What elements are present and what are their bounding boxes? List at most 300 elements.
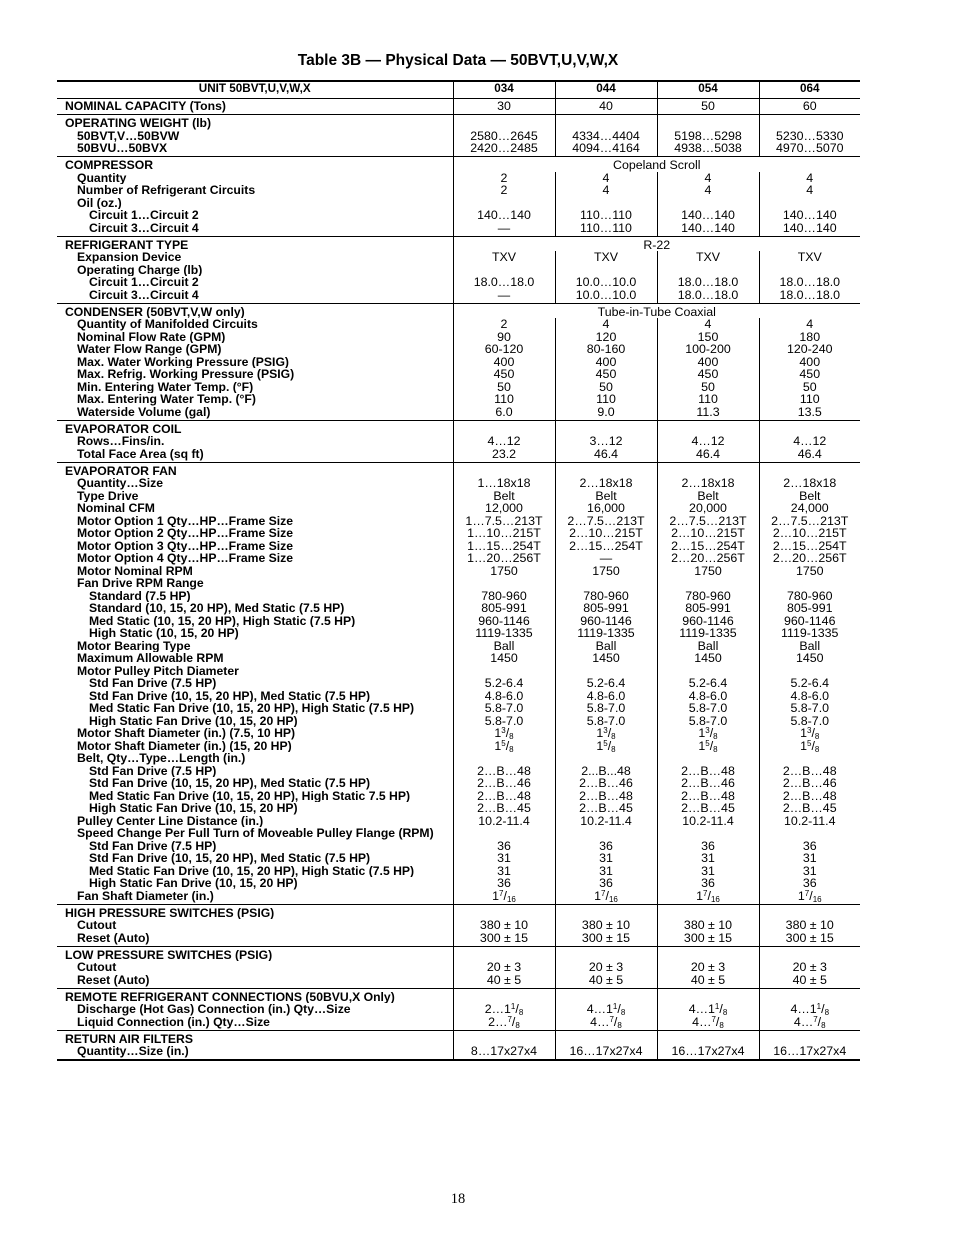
value-cell-044: [555, 115, 657, 130]
value-cell-064: 5.8-7.0: [759, 715, 860, 728]
value-cell-044: 4334…4404: [555, 130, 657, 143]
value-cell-034: 90: [453, 331, 555, 344]
table-row: [57, 852, 860, 865]
value-cell-064: 4: [759, 318, 860, 331]
row-label: 50BVU…50BVX: [57, 142, 453, 157]
row-label: Med Static Fan Drive (10, 15, 20 HP), High Static 7.5 HP): [89, 789, 411, 803]
row-label: Fan Drive RPM Range: [77, 577, 204, 590]
row-label: Med Static Fan Drive (10, 15, 20 HP), High Static (7.5 HP): [89, 702, 415, 715]
fraction-slash: /: [515, 1003, 519, 1016]
value-cell-064: [759, 827, 860, 840]
value-cell-064: 5.2-6.4: [759, 677, 860, 690]
row-label: REFRIGERANT TYPE: [65, 237, 189, 252]
value-cell-064: 2…20…256T: [759, 552, 860, 565]
table-row: [57, 172, 860, 185]
table-row: [57, 904, 860, 919]
value-cell-044: 10.0…10.0: [555, 289, 657, 304]
value-cell-034: 960-1146: [453, 615, 555, 628]
row-label: Maximum Allowable RPM: [77, 652, 224, 665]
row-label: Std Fan Drive (7.5 HP): [89, 764, 217, 778]
value-cell-034: 380 ± 10: [453, 919, 555, 932]
fraction-numerator: 5: [603, 739, 608, 748]
fraction-denominator: 8: [611, 744, 616, 753]
value-cell-044: 40 ± 5: [555, 974, 657, 989]
value-cell-034: 31: [453, 865, 555, 878]
row-label: COMPRESSOR: [65, 158, 154, 172]
table-row: [57, 665, 860, 678]
table-row: [57, 777, 860, 790]
table-row: [57, 264, 860, 277]
value-cell-064: [759, 197, 860, 210]
table-row: [57, 462, 860, 477]
value-cell-054: 4.8-6.0: [657, 690, 759, 703]
value-cell-044: 2…10…215T: [555, 527, 657, 540]
value-cell-054: [657, 752, 759, 765]
fraction-slash: /: [613, 1015, 618, 1029]
value-cell-064: [759, 727, 860, 740]
value-cell-054: 40 ± 5: [657, 974, 759, 989]
value-cell-064: [759, 462, 860, 477]
fraction-denominator: 8: [713, 744, 718, 753]
value-cell-034: [453, 197, 555, 210]
value-cell-034: 1…20…256T: [453, 552, 555, 565]
value-cell-034: 40 ± 5: [453, 974, 555, 989]
fraction-numerator: 7: [703, 889, 708, 898]
fraction-denominator: 8: [713, 732, 718, 740]
fraction-numerator: 7: [804, 889, 810, 898]
row-label: Med Static (10, 15, 20 HP), High Static (7.5 HP): [89, 614, 356, 628]
value-cell-034: [453, 420, 555, 435]
value-cell-054: [657, 420, 759, 435]
fraction-slash: /: [709, 739, 714, 753]
table-row: [57, 251, 860, 264]
fraction-numerator: 1: [612, 1003, 618, 1012]
value-cell-044: 805-991: [555, 602, 657, 615]
fraction-numerator: 3: [501, 727, 506, 736]
value-cell-064: [759, 988, 860, 1003]
value-cell-064: 380 ± 10: [759, 919, 860, 932]
value-cell-034: 12,000: [453, 502, 555, 515]
fraction-denominator: 8: [509, 732, 514, 740]
fraction-numerator: 7: [601, 889, 606, 898]
value-cell-054: 805-991: [657, 602, 759, 615]
fraction-slash: /: [505, 739, 510, 753]
value-cell-054: 4: [657, 318, 759, 331]
table-row: [57, 515, 860, 528]
value-cell-034: 36: [453, 840, 555, 853]
fraction-prefix: 2…: [488, 1015, 508, 1029]
value-cell-064: [759, 1030, 860, 1045]
value-cell-044: 4094…4164: [555, 142, 657, 157]
value-cell-034: 400: [453, 356, 555, 369]
fraction-slash: /: [719, 1003, 723, 1016]
row-label: Std Fan Drive (7.5 HP): [89, 677, 217, 690]
fraction-slash: /: [605, 889, 609, 903]
fraction-numerator: 7: [507, 1015, 512, 1024]
table-title: Table 3B — Physical Data — 50BVT,U,V,W,X: [297, 52, 619, 69]
value-cell-034: 1…18x18: [453, 477, 555, 490]
fraction-slash: /: [707, 889, 711, 903]
value-cell-044: 110…110: [555, 222, 657, 237]
row-label: Expansion Device: [77, 251, 182, 264]
table-row: [57, 303, 860, 318]
value-cell-044: 3…12: [555, 435, 657, 448]
fraction-prefix: 1: [494, 739, 502, 753]
table-row: [57, 790, 860, 803]
value-cell-064: 2…B…46: [759, 777, 860, 790]
fraction-denominator: 8: [518, 1008, 524, 1016]
value-cell-044: [555, 1030, 657, 1045]
row-label: Oil (oz.): [77, 196, 122, 210]
fraction-prefix: 4…: [793, 1015, 814, 1029]
value-cell-064: 40 ± 5: [759, 974, 860, 989]
value-cell-054: 10.2-11.4: [657, 815, 759, 828]
value-cell-034: [453, 752, 555, 765]
value-cell-064: 120-240: [759, 343, 860, 356]
table-row: [57, 222, 860, 237]
table-row: [57, 1030, 860, 1045]
row-label: Rows…Fins/in.: [77, 435, 165, 448]
value-cell-054: 31: [657, 852, 759, 865]
value-cell-054: [657, 727, 759, 740]
value-cell-044: [555, 462, 657, 477]
value-cell-054: [657, 197, 759, 210]
value-cell-034: 110: [453, 393, 555, 406]
value-cell-054: 5.2-6.4: [657, 677, 759, 690]
value-cell-054: [657, 462, 759, 477]
value-cell-034: 31: [453, 852, 555, 865]
value-cell-054: 1450: [657, 652, 759, 665]
table-row: [57, 615, 860, 628]
value-cell-054: 380 ± 10: [657, 919, 759, 932]
value-cell-034: 2: [453, 184, 555, 197]
table-row: [57, 640, 860, 653]
row-label: Circuit 3…Circuit 4: [57, 289, 453, 304]
value-cell-064: 2…10…215T: [759, 527, 860, 540]
row-label: Quantity: [77, 171, 127, 185]
row-label: Total Face Area (sq ft): [57, 448, 453, 463]
table-row: [57, 236, 860, 251]
table-row: [57, 420, 860, 435]
fraction-slash: /: [607, 739, 612, 753]
value-cell-054: 2…B…48: [657, 765, 759, 778]
row-label: Liquid Connection (in.) Qty…Size: [57, 1016, 453, 1031]
value-cell-044: [555, 1003, 657, 1016]
fraction-numerator: 7: [711, 1015, 716, 1024]
row-label: Reset (Auto): [57, 974, 453, 989]
value-cell-054: 450: [657, 368, 759, 381]
value-cell-064: 2…7.5…213T: [759, 515, 860, 528]
row-label: Motor Shaft Diameter (in.) (7.5, 10 HP): [77, 727, 296, 740]
value-cell-034: 2: [453, 172, 555, 185]
value-cell-034: 36: [453, 877, 555, 890]
value-cell-034: [453, 890, 555, 905]
row-label: Cutout: [77, 919, 117, 932]
fraction-slash: /: [511, 1015, 516, 1029]
value-cell-054: 4…12: [657, 435, 759, 448]
value-cell-034: [453, 1030, 555, 1045]
column-header-064: 064: [759, 81, 860, 98]
fraction-slash: /: [809, 889, 813, 903]
value-cell-064: 4970…5070: [759, 142, 860, 157]
table-row: [57, 406, 860, 421]
value-cell-044: 20 ± 3: [555, 961, 657, 974]
spanning-value: Tube-in-Tube Coaxial: [453, 303, 860, 318]
value-cell-054: 110: [657, 393, 759, 406]
table-row: [57, 877, 860, 890]
table-row: [57, 393, 860, 406]
row-label: Water Flow Range (GPM): [77, 343, 222, 356]
fraction-denominator: 16: [812, 894, 822, 904]
value-cell-054: 2…15…254T: [657, 540, 759, 553]
value-cell-034: 780-960: [453, 590, 555, 603]
row-label: Quantity of Manifolded Circuits: [77, 318, 258, 331]
table-row: [57, 130, 860, 143]
value-cell-054: 4938…5038: [657, 142, 759, 157]
row-label: Std Fan Drive (7.5 HP): [89, 839, 217, 853]
value-cell-034: 2420…2485: [453, 142, 555, 157]
table-row: [57, 715, 860, 728]
fraction-numerator: 1: [714, 1003, 720, 1012]
value-cell-064: 140…140: [759, 222, 860, 237]
fraction-slash: /: [709, 727, 714, 740]
value-cell-044: [555, 827, 657, 840]
value-cell-044: [555, 740, 657, 753]
table-row: [57, 677, 860, 690]
row-label: Speed Change Per Full Turn of Moveable Pulley Flange (RPM): [77, 827, 434, 840]
fraction-denominator: 16: [608, 894, 618, 904]
row-label: Max. Water Working Pressure (PSIG): [77, 355, 289, 369]
row-label: Belt, Qty…Type…Length (in.): [77, 752, 246, 765]
value-cell-064: [759, 665, 860, 678]
table-row: [57, 115, 860, 130]
value-cell-034: 1119-1335: [453, 627, 555, 640]
table-row: [57, 343, 860, 356]
value-cell-044: 110…110: [555, 209, 657, 222]
value-cell-044: [555, 752, 657, 765]
row-label: High Static Fan Drive (10, 15, 20 HP): [89, 877, 298, 890]
fraction-slash: /: [607, 727, 612, 740]
table-row: [57, 974, 860, 989]
fraction-denominator: 8: [821, 1020, 826, 1030]
value-cell-044: 4: [555, 318, 657, 331]
value-cell-034: 8…17x27x4: [453, 1045, 555, 1060]
value-cell-054: 20,000: [657, 502, 759, 515]
value-cell-044: 2…B…45: [555, 802, 657, 815]
value-cell-034: 4.8-6.0: [453, 690, 555, 703]
value-cell-044: [555, 727, 657, 740]
fraction-numerator: 7: [813, 1015, 818, 1024]
row-label: Reset (Auto): [57, 932, 453, 947]
table-row: [57, 765, 860, 778]
table-row: [57, 802, 860, 815]
table-row: [57, 552, 860, 565]
table-row: [57, 740, 860, 753]
value-cell-064: 1450: [759, 652, 860, 665]
value-cell-044: 110: [555, 393, 657, 406]
value-cell-064: 960-1146: [759, 615, 860, 628]
row-label: Max. Entering Water Temp. (°F): [77, 393, 256, 406]
value-cell-044: [555, 264, 657, 277]
value-cell-064: 5.8-7.0: [759, 702, 860, 715]
fraction-denominator: 8: [515, 1020, 520, 1030]
fraction-prefix: 4…1: [586, 1003, 613, 1016]
value-cell-044: 400: [555, 356, 657, 369]
table-row: [57, 946, 860, 961]
value-cell-044: 80-160: [555, 343, 657, 356]
value-cell-034: 18.0…18.0: [453, 276, 555, 289]
table-row: [57, 527, 860, 540]
value-cell-034: [453, 727, 555, 740]
value-cell-034: [453, 115, 555, 130]
value-cell-044: 36: [555, 840, 657, 853]
row-label: EVAPORATOR COIL: [65, 421, 182, 436]
fraction-numerator: 5: [501, 739, 506, 748]
value-cell-054: 2…B…46: [657, 777, 759, 790]
table-row: [57, 890, 860, 905]
value-cell-034: 2…B…46: [453, 777, 555, 790]
value-cell-064: 805-991: [759, 602, 860, 615]
value-cell-054: 960-1146: [657, 615, 759, 628]
row-label: Circuit 1…Circuit 2: [89, 209, 199, 222]
value-cell-064: 18.0…18.0: [759, 289, 860, 304]
value-cell-034: Ball: [453, 640, 555, 653]
value-cell-064: 2…B…45: [759, 802, 860, 815]
value-cell-064: 780-960: [759, 590, 860, 603]
table-row: [57, 435, 860, 448]
fraction-slash: /: [811, 727, 815, 740]
value-cell-044: [555, 890, 657, 905]
value-cell-054: Ball: [657, 640, 759, 653]
row-label: Pulley Center Line Distance (in.): [77, 814, 264, 828]
row-label: Std Fan Drive (10, 15, 20 HP), Med Static (7.5 HP): [89, 777, 371, 790]
value-cell-044: [555, 197, 657, 210]
table-row: [57, 961, 860, 974]
row-label: Operating Charge (lb): [77, 263, 203, 277]
value-cell-064: 50: [759, 381, 860, 394]
value-cell-054: 2…B…48: [657, 790, 759, 803]
value-cell-034: 6.0: [453, 406, 555, 421]
value-cell-054: 4: [657, 184, 759, 197]
value-cell-054: 300 ± 15: [657, 932, 759, 947]
fraction-denominator: 8: [719, 1020, 724, 1030]
value-cell-054: 18.0…18.0: [657, 289, 759, 304]
table-row: [57, 690, 860, 703]
table-row: [57, 652, 860, 665]
table-row: [57, 815, 860, 828]
value-cell-064: Ball: [759, 640, 860, 653]
value-cell-054: Belt: [657, 490, 759, 503]
physical-data-table: [57, 80, 860, 1061]
value-cell-034: 2: [453, 318, 555, 331]
row-label: Motor Option 4 Qty…HP…Frame Size: [77, 552, 294, 565]
table-row: [57, 627, 860, 640]
fraction-numerator: 3: [807, 727, 812, 736]
fraction-prefix: 1: [596, 739, 604, 753]
value-cell-064: 36: [759, 877, 860, 890]
table-row: [57, 565, 860, 578]
value-cell-054: 36: [657, 840, 759, 853]
value-cell-064: 300 ± 15: [759, 932, 860, 947]
value-cell-064: 4…12: [759, 435, 860, 448]
fraction-slash: /: [817, 1015, 822, 1029]
fraction-numerator: 7: [609, 1015, 614, 1024]
value-cell-064: 400: [759, 356, 860, 369]
value-cell-034: 23.2: [453, 448, 555, 463]
value-cell-064: 18.0…18.0: [759, 276, 860, 289]
table-row: [57, 752, 860, 765]
value-cell-044: 16,000: [555, 502, 657, 515]
value-cell-034: 60-120: [453, 343, 555, 356]
fraction-prefix: 1: [596, 727, 604, 740]
value-cell-044: 2…B…48: [555, 790, 657, 803]
row-label: Type Drive: [77, 489, 139, 503]
value-cell-044: [555, 946, 657, 961]
value-cell-034: [453, 462, 555, 477]
value-cell-064: 10.2-11.4: [759, 815, 860, 828]
row-label: Standard (10, 15, 20 HP), Med Static (7.5 HP): [89, 602, 345, 615]
value-cell-054: 36: [657, 877, 759, 890]
value-cell-064: 31: [759, 865, 860, 878]
value-cell-044: 2…B…46: [555, 777, 657, 790]
value-cell-034: 50: [453, 381, 555, 394]
row-label: Circuit 1…Circuit 2: [89, 276, 199, 289]
row-label: Std Fan Drive (10, 15, 20 HP), Med Static (7.5 HP): [89, 852, 371, 865]
value-cell-044: 2…18x18: [555, 477, 657, 490]
value-cell-044: 10.2-11.4: [555, 815, 657, 828]
value-cell-034: 30: [453, 98, 555, 115]
value-cell-044: 36: [555, 877, 657, 890]
value-cell-044: 9.0: [555, 406, 657, 421]
table-row: [57, 702, 860, 715]
fraction-prefix: 1: [698, 739, 706, 753]
table-row: [57, 356, 860, 369]
value-cell-044: 380 ± 10: [555, 919, 657, 932]
value-cell-034: [453, 665, 555, 678]
column-header-034: 034: [453, 81, 555, 98]
value-cell-034: —: [453, 222, 555, 237]
value-cell-044: Ball: [555, 640, 657, 653]
column-header-054: 054: [657, 81, 759, 98]
value-cell-034: 5.2-6.4: [453, 677, 555, 690]
table-row: [57, 142, 860, 157]
value-cell-054: 100-200: [657, 343, 759, 356]
row-label: Motor Nominal RPM: [77, 564, 193, 578]
fraction-denominator: 8: [617, 1020, 622, 1030]
value-cell-064: 1119-1335: [759, 627, 860, 640]
table-row: [57, 865, 860, 878]
table-row: [57, 448, 860, 463]
value-cell-064: 60: [759, 98, 860, 115]
row-label: Min. Entering Water Temp. (°F): [77, 380, 254, 394]
value-cell-054: [657, 740, 759, 753]
value-cell-034: 20 ± 3: [453, 961, 555, 974]
table-row: [57, 840, 860, 853]
value-cell-044: 4: [555, 184, 657, 197]
fraction-slash: /: [811, 739, 815, 753]
value-cell-034: [453, 740, 555, 753]
value-cell-054: 11.3: [657, 406, 759, 421]
row-label: Med Static Fan Drive (10, 15, 20 HP), High Static (7.5 HP): [89, 864, 415, 878]
fraction-prefix: 1: [594, 889, 602, 903]
fraction-denominator: 16: [710, 894, 720, 904]
fraction-numerator: 3: [603, 727, 608, 736]
value-cell-034: 5.8-7.0: [453, 702, 555, 715]
value-cell-034: [453, 946, 555, 961]
fraction-denominator: 8: [814, 732, 820, 740]
row-label: Motor Option 3 Qty…HP…Frame Size: [77, 539, 294, 553]
table-row: [57, 490, 860, 503]
